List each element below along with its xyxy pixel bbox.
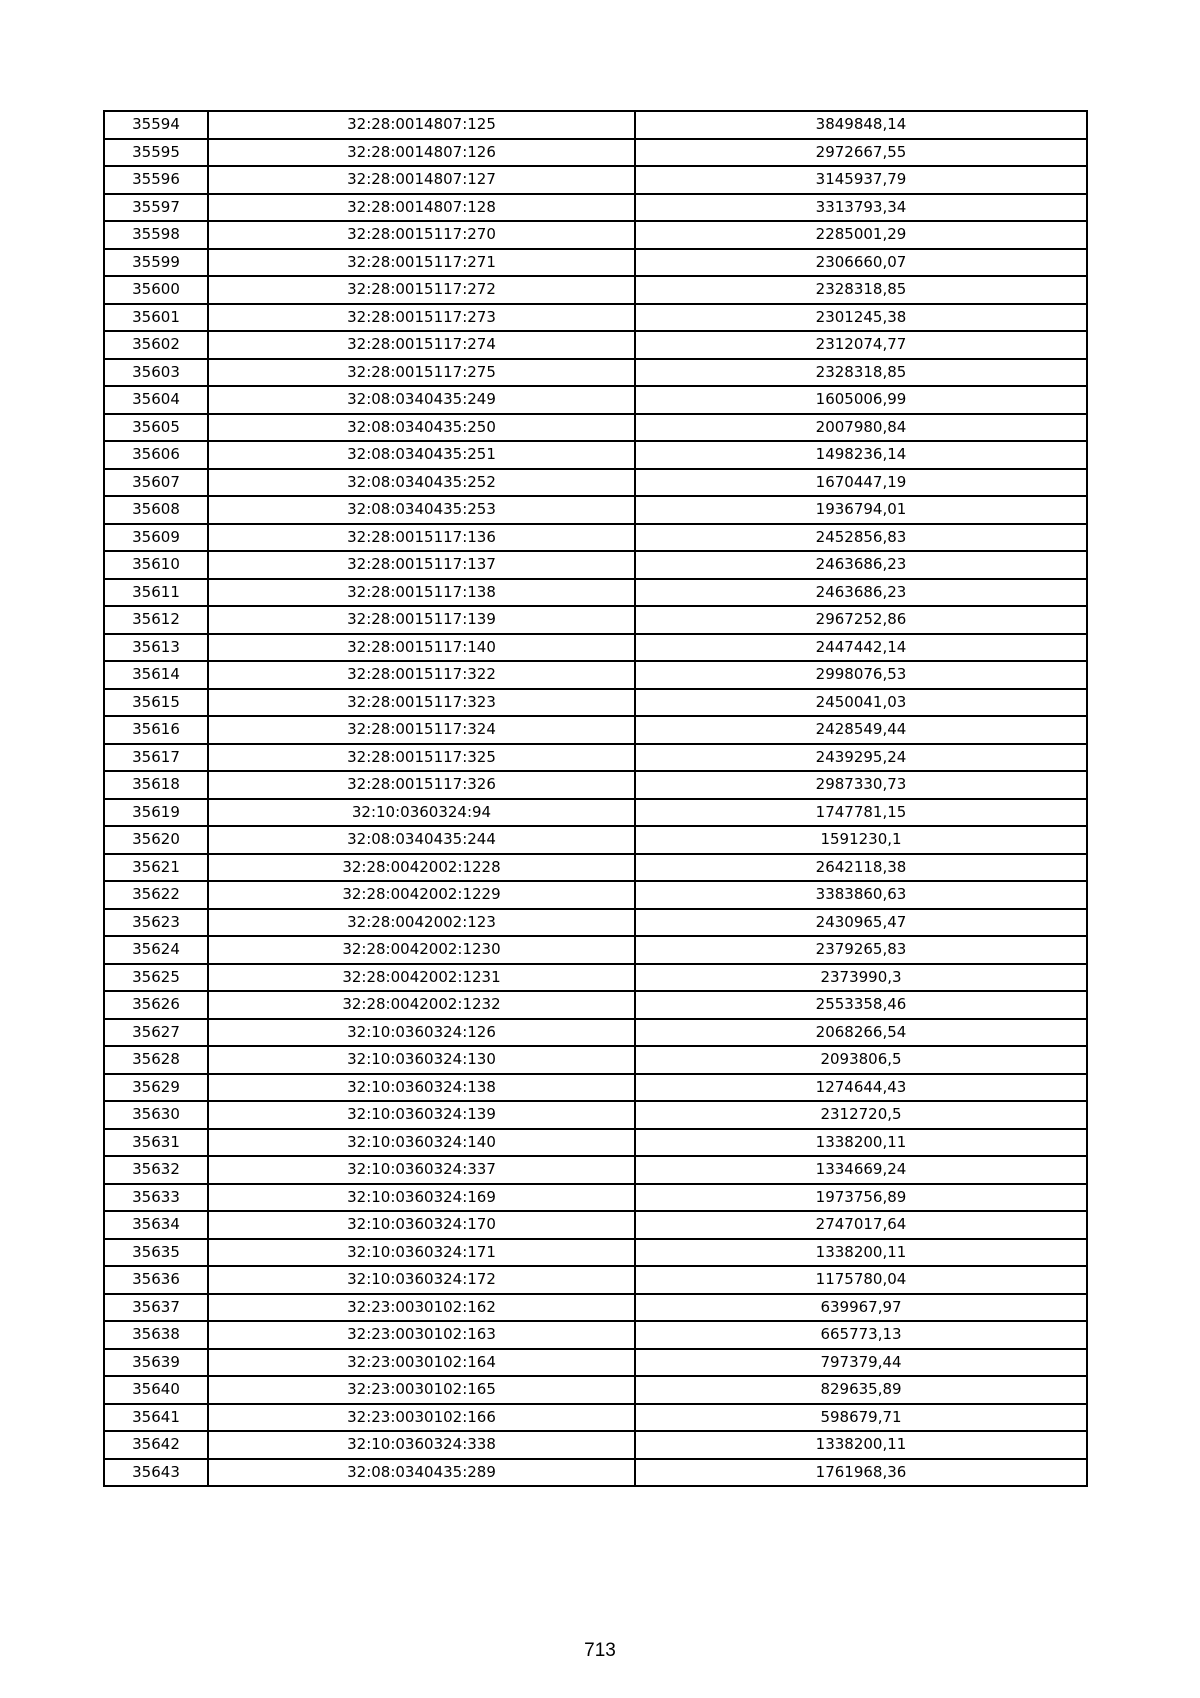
cadastral-number-cell: 32:23:0030102:163 xyxy=(208,1321,635,1349)
row-number-cell: 35611 xyxy=(104,579,208,607)
table-row xyxy=(104,634,1087,662)
row-number-cell: 35642 xyxy=(104,1431,208,1459)
cadastral-number-cell: 32:10:0360324:169 xyxy=(208,1184,635,1212)
cadastral-number-cell: 32:10:0360324:94 xyxy=(208,799,635,827)
cadastral-number-cell: 32:10:0360324:130 xyxy=(208,1046,635,1074)
cadastral-value-cell: 2301245,38 xyxy=(635,304,1087,332)
table-row xyxy=(104,936,1087,964)
table-row xyxy=(104,166,1087,194)
table-row xyxy=(104,386,1087,414)
cadastral-number-cell: 32:28:0042002:1230 xyxy=(208,936,635,964)
table-row xyxy=(104,1459,1087,1487)
table-row xyxy=(104,964,1087,992)
table-row xyxy=(104,1129,1087,1157)
table-row xyxy=(104,441,1087,469)
cadastral-value-cell: 2379265,83 xyxy=(635,936,1087,964)
cadastral-value-cell: 2285001,29 xyxy=(635,221,1087,249)
cadastral-value-cell: 3383860,63 xyxy=(635,881,1087,909)
row-number-cell: 35637 xyxy=(104,1294,208,1322)
cadastral-number-cell: 32:28:0015117:137 xyxy=(208,551,635,579)
cadastral-value-cell: 598679,71 xyxy=(635,1404,1087,1432)
cadastral-number-cell: 32:10:0360324:138 xyxy=(208,1074,635,1102)
table-row xyxy=(104,1376,1087,1404)
cadastral-number-cell: 32:10:0360324:337 xyxy=(208,1156,635,1184)
cadastral-number-cell: 32:28:0015117:322 xyxy=(208,661,635,689)
cadastral-value-cell: 1605006,99 xyxy=(635,386,1087,414)
table-row xyxy=(104,551,1087,579)
table-row xyxy=(104,359,1087,387)
cadastral-value-cell: 1498236,14 xyxy=(635,441,1087,469)
cadastral-number-cell: 32:28:0014807:126 xyxy=(208,139,635,167)
cadastral-number-cell: 32:28:0015117:139 xyxy=(208,606,635,634)
row-number-cell: 35608 xyxy=(104,496,208,524)
cadastral-value-cell: 2447442,14 xyxy=(635,634,1087,662)
row-number-cell: 35594 xyxy=(104,111,208,139)
cadastral-number-cell: 32:08:0340435:249 xyxy=(208,386,635,414)
cadastral-value-cell: 1747781,15 xyxy=(635,799,1087,827)
cadastral-number-cell: 32:28:0015117:274 xyxy=(208,331,635,359)
cadastral-value-cell: 1338200,11 xyxy=(635,1431,1087,1459)
row-number-cell: 35621 xyxy=(104,854,208,882)
row-number-cell: 35599 xyxy=(104,249,208,277)
row-number-cell: 35624 xyxy=(104,936,208,964)
row-number-cell: 35613 xyxy=(104,634,208,662)
row-number-cell: 35618 xyxy=(104,771,208,799)
row-number-cell: 35614 xyxy=(104,661,208,689)
table-row xyxy=(104,496,1087,524)
cadastral-number-cell: 32:28:0015117:323 xyxy=(208,689,635,717)
cadastral-number-cell: 32:08:0340435:250 xyxy=(208,414,635,442)
table-row xyxy=(104,881,1087,909)
cadastral-number-cell: 32:10:0360324:171 xyxy=(208,1239,635,1267)
row-number-cell: 35630 xyxy=(104,1101,208,1129)
row-number-cell: 35626 xyxy=(104,991,208,1019)
row-number-cell: 35639 xyxy=(104,1349,208,1377)
cadastral-value-cell: 2430965,47 xyxy=(635,909,1087,937)
cadastral-number-cell: 32:28:0015117:136 xyxy=(208,524,635,552)
table-row xyxy=(104,221,1087,249)
cadastral-value-cell: 2642118,38 xyxy=(635,854,1087,882)
row-number-cell: 35610 xyxy=(104,551,208,579)
row-number-cell: 35604 xyxy=(104,386,208,414)
cadastral-value-cell: 665773,13 xyxy=(635,1321,1087,1349)
row-number-cell: 35598 xyxy=(104,221,208,249)
cadastral-number-cell: 32:28:0042002:1231 xyxy=(208,964,635,992)
cadastral-number-cell: 32:10:0360324:140 xyxy=(208,1129,635,1157)
row-number-cell: 35602 xyxy=(104,331,208,359)
cadastral-value-cell: 1591230,1 xyxy=(635,826,1087,854)
row-number-cell: 35597 xyxy=(104,194,208,222)
cadastral-number-cell: 32:28:0042002:123 xyxy=(208,909,635,937)
cadastral-value-cell: 2007980,84 xyxy=(635,414,1087,442)
row-number-cell: 35600 xyxy=(104,276,208,304)
cadastral-value-cell: 1973756,89 xyxy=(635,1184,1087,1212)
cadastral-number-cell: 32:08:0340435:252 xyxy=(208,469,635,497)
table-row xyxy=(104,716,1087,744)
row-number-cell: 35641 xyxy=(104,1404,208,1432)
cadastral-value-cell: 2450041,03 xyxy=(635,689,1087,717)
row-number-cell: 35638 xyxy=(104,1321,208,1349)
cadastral-value-cell: 1338200,11 xyxy=(635,1239,1087,1267)
cadastral-number-cell: 32:23:0030102:164 xyxy=(208,1349,635,1377)
row-number-cell: 35622 xyxy=(104,881,208,909)
row-number-cell: 35643 xyxy=(104,1459,208,1487)
table-row xyxy=(104,331,1087,359)
cadastral-number-cell: 32:28:0015117:270 xyxy=(208,221,635,249)
cadastral-value-cell: 2312074,77 xyxy=(635,331,1087,359)
row-number-cell: 35635 xyxy=(104,1239,208,1267)
table-row xyxy=(104,1074,1087,1102)
cadastral-value-cell: 2328318,85 xyxy=(635,359,1087,387)
cadastral-value-cell: 2312720,5 xyxy=(635,1101,1087,1129)
cadastral-value-cell: 2328318,85 xyxy=(635,276,1087,304)
table-row xyxy=(104,304,1087,332)
cadastral-number-cell: 32:28:0015117:138 xyxy=(208,579,635,607)
cadastral-number-cell: 32:10:0360324:338 xyxy=(208,1431,635,1459)
table-row xyxy=(104,744,1087,772)
table-row xyxy=(104,799,1087,827)
row-number-cell: 35631 xyxy=(104,1129,208,1157)
cadastral-number-cell: 32:28:0014807:128 xyxy=(208,194,635,222)
cadastral-value-cell: 3313793,34 xyxy=(635,194,1087,222)
cadastral-value-cell: 2306660,07 xyxy=(635,249,1087,277)
cadastral-number-cell: 32:08:0340435:244 xyxy=(208,826,635,854)
table-row xyxy=(104,111,1087,139)
cadastral-value-cell: 3849848,14 xyxy=(635,111,1087,139)
table-row xyxy=(104,1404,1087,1432)
table-row xyxy=(104,194,1087,222)
table-row xyxy=(104,1019,1087,1047)
row-number-cell: 35633 xyxy=(104,1184,208,1212)
row-number-cell: 35625 xyxy=(104,964,208,992)
row-number-cell: 35640 xyxy=(104,1376,208,1404)
cadastral-number-cell: 32:10:0360324:139 xyxy=(208,1101,635,1129)
cadastral-number-cell: 32:23:0030102:162 xyxy=(208,1294,635,1322)
cadastral-value-cell: 1175780,04 xyxy=(635,1266,1087,1294)
row-number-cell: 35619 xyxy=(104,799,208,827)
table-row xyxy=(104,991,1087,1019)
row-number-cell: 35601 xyxy=(104,304,208,332)
cadastral-value-cell: 1274644,43 xyxy=(635,1074,1087,1102)
cadastral-value-cell: 1338200,11 xyxy=(635,1129,1087,1157)
table-row xyxy=(104,854,1087,882)
cadastral-value-cell: 2093806,5 xyxy=(635,1046,1087,1074)
row-number-cell: 35632 xyxy=(104,1156,208,1184)
row-number-cell: 35603 xyxy=(104,359,208,387)
cadastral-value-cell: 2068266,54 xyxy=(635,1019,1087,1047)
cadastral-number-cell: 32:28:0015117:272 xyxy=(208,276,635,304)
cadastral-value-cell: 2747017,64 xyxy=(635,1211,1087,1239)
row-number-cell: 35620 xyxy=(104,826,208,854)
row-number-cell: 35607 xyxy=(104,469,208,497)
table-row xyxy=(104,1184,1087,1212)
cadastral-number-cell: 32:10:0360324:172 xyxy=(208,1266,635,1294)
cadastral-value-cell: 2553358,46 xyxy=(635,991,1087,1019)
cadastral-value-cell: 2463686,23 xyxy=(635,551,1087,579)
cadastral-value-cell: 2967252,86 xyxy=(635,606,1087,634)
row-number-cell: 35605 xyxy=(104,414,208,442)
row-number-cell: 35629 xyxy=(104,1074,208,1102)
cadastral-number-cell: 32:28:0042002:1232 xyxy=(208,991,635,1019)
row-number-cell: 35595 xyxy=(104,139,208,167)
table-row xyxy=(104,1294,1087,1322)
cadastral-number-cell: 32:28:0014807:127 xyxy=(208,166,635,194)
cadastral-number-cell: 32:10:0360324:170 xyxy=(208,1211,635,1239)
table-row xyxy=(104,1046,1087,1074)
cadastral-number-cell: 32:28:0015117:324 xyxy=(208,716,635,744)
cadastral-value-cell: 797379,44 xyxy=(635,1349,1087,1377)
table-row xyxy=(104,1239,1087,1267)
table-body xyxy=(104,111,1087,1486)
cadastral-number-cell: 32:08:0340435:251 xyxy=(208,441,635,469)
cadastral-value-cell: 3145937,79 xyxy=(635,166,1087,194)
row-number-cell: 35636 xyxy=(104,1266,208,1294)
row-number-cell: 35596 xyxy=(104,166,208,194)
cadastral-value-cell: 1334669,24 xyxy=(635,1156,1087,1184)
table-row xyxy=(104,1211,1087,1239)
row-number-cell: 35623 xyxy=(104,909,208,937)
table-row xyxy=(104,414,1087,442)
cadastral-value-cell: 829635,89 xyxy=(635,1376,1087,1404)
table-row xyxy=(104,1349,1087,1377)
row-number-cell: 35609 xyxy=(104,524,208,552)
row-number-cell: 35628 xyxy=(104,1046,208,1074)
cadastral-value-cell: 1936794,01 xyxy=(635,496,1087,524)
cadastral-table-container xyxy=(103,110,1086,1487)
cadastral-number-cell: 32:08:0340435:289 xyxy=(208,1459,635,1487)
table-row xyxy=(104,826,1087,854)
table-row xyxy=(104,909,1087,937)
table-row xyxy=(104,139,1087,167)
cadastral-number-cell: 32:28:0015117:273 xyxy=(208,304,635,332)
cadastral-number-cell: 32:28:0015117:325 xyxy=(208,744,635,772)
cadastral-number-cell: 32:23:0030102:165 xyxy=(208,1376,635,1404)
cadastral-number-cell: 32:28:0014807:125 xyxy=(208,111,635,139)
cadastral-value-cell: 2998076,53 xyxy=(635,661,1087,689)
row-number-cell: 35617 xyxy=(104,744,208,772)
cadastral-value-cell: 2987330,73 xyxy=(635,771,1087,799)
cadastral-number-cell: 32:10:0360324:126 xyxy=(208,1019,635,1047)
cadastral-value-cell: 2463686,23 xyxy=(635,579,1087,607)
row-number-cell: 35627 xyxy=(104,1019,208,1047)
cadastral-number-cell: 32:28:0015117:271 xyxy=(208,249,635,277)
table-row xyxy=(104,1266,1087,1294)
cadastral-number-cell: 32:28:0042002:1229 xyxy=(208,881,635,909)
table-row xyxy=(104,1156,1087,1184)
row-number-cell: 35615 xyxy=(104,689,208,717)
cadastral-value-table xyxy=(103,110,1088,1487)
cadastral-value-cell: 1761968,36 xyxy=(635,1459,1087,1487)
table-row xyxy=(104,1321,1087,1349)
cadastral-value-cell: 1670447,19 xyxy=(635,469,1087,497)
row-number-cell: 35616 xyxy=(104,716,208,744)
table-row xyxy=(104,249,1087,277)
cadastral-value-cell: 2452856,83 xyxy=(635,524,1087,552)
table-row xyxy=(104,1101,1087,1129)
cadastral-value-cell: 639967,97 xyxy=(635,1294,1087,1322)
table-row xyxy=(104,661,1087,689)
cadastral-number-cell: 32:28:0015117:275 xyxy=(208,359,635,387)
row-number-cell: 35634 xyxy=(104,1211,208,1239)
table-row xyxy=(104,524,1087,552)
table-row xyxy=(104,579,1087,607)
cadastral-number-cell: 32:08:0340435:253 xyxy=(208,496,635,524)
row-number-cell: 35612 xyxy=(104,606,208,634)
page-number: 713 xyxy=(584,1640,616,1661)
cadastral-value-cell: 2972667,55 xyxy=(635,139,1087,167)
cadastral-number-cell: 32:23:0030102:166 xyxy=(208,1404,635,1432)
table-row xyxy=(104,689,1087,717)
cadastral-number-cell: 32:28:0015117:326 xyxy=(208,771,635,799)
cadastral-number-cell: 32:28:0015117:140 xyxy=(208,634,635,662)
table-row xyxy=(104,276,1087,304)
table-row xyxy=(104,1431,1087,1459)
table-row xyxy=(104,606,1087,634)
cadastral-value-cell: 2439295,24 xyxy=(635,744,1087,772)
table-row xyxy=(104,469,1087,497)
cadastral-number-cell: 32:28:0042002:1228 xyxy=(208,854,635,882)
cadastral-value-cell: 2428549,44 xyxy=(635,716,1087,744)
row-number-cell: 35606 xyxy=(104,441,208,469)
cadastral-value-cell: 2373990,3 xyxy=(635,964,1087,992)
table-row xyxy=(104,771,1087,799)
